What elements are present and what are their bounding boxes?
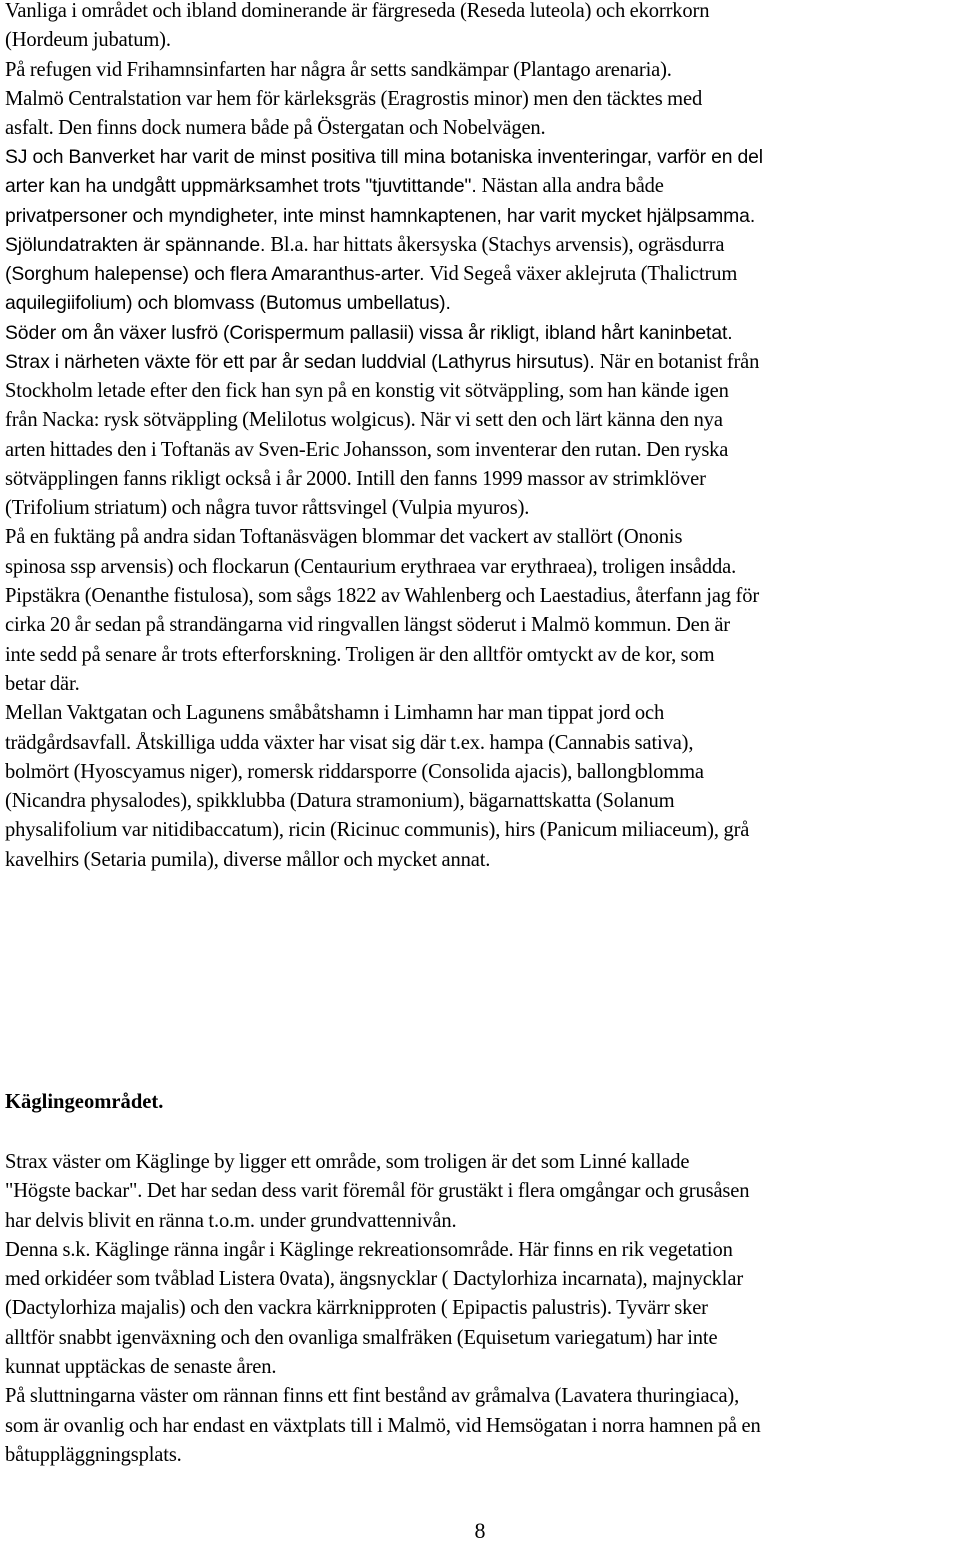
text-line bbox=[5, 114, 955, 143]
text-run: privatpersoner och myndigheter, inte minst hamnkaptenen, har varit mycket hjälpsamma. bbox=[5, 204, 756, 227]
text-run: (Nicandra physalodes), spikklubba (Datura stramonium), bägarnattskatta (Solanum bbox=[5, 790, 675, 813]
text-line bbox=[5, 1441, 955, 1470]
section-heading: Käglingeområdet. bbox=[5, 1091, 164, 1113]
text-line bbox=[5, 1412, 955, 1441]
paragraph-group-1 bbox=[5, 0, 957, 143]
text-run: physalifolium var nitidibaccatum), ricin (Ricinuc communis), hirs (Panicum miliaceum), grå bbox=[5, 819, 750, 842]
text-run: Söder om ån växer lusfrö (Corispermum pallasii) vissa år rikligt, ibland hårt kaninbetat. bbox=[5, 321, 733, 344]
text-run: På sluttningarna väster om rännan finns ett fint bestånd av gråmalva (Lavatera thuringiaca), bbox=[5, 1385, 740, 1408]
text-run: Bl.a. har hittats åkersyska (Stachys arvensis), ogräsdurra bbox=[270, 233, 725, 256]
text-run: "Högste backar". Det har sedan dess varit föremål för grustäkt i flera omgångar och grusåsen bbox=[5, 1180, 750, 1203]
text-run: arten hittades den i Toftanäs av Sven-Eric Johansson, som inventerar den rutan. Den ryska bbox=[5, 438, 729, 461]
text-run: Sjölundatrakten är spännande. bbox=[5, 233, 271, 256]
text-line bbox=[5, 1177, 955, 1206]
text-run: båtuppläggningsplats. bbox=[5, 1443, 182, 1466]
text-line bbox=[5, 1294, 955, 1323]
text-line bbox=[5, 553, 955, 582]
text-run: spinosa ssp arvensis) och flockarun (Centaurium erythraea var erythraea), troligen insådda. bbox=[5, 555, 737, 578]
text-run: med orkidéer som tvåblad Listera 0vata), ängsnycklar ( Dactylorhiza incarnata), majnycklar bbox=[5, 1268, 744, 1291]
text-line bbox=[5, 231, 955, 260]
text-run: arter kan ha undgått uppmärksamhet trots "tjuvtittande". bbox=[5, 175, 482, 198]
text-run: Pipstäkra (Oenanthe fistulosa), som sågs 1822 av Wahlenberg och Laestadius, återfann jag för bbox=[5, 585, 760, 608]
text-run: Vanliga i området och ibland dominerande är färgreseda (Reseda luteola) och ekorrkorn bbox=[5, 0, 710, 22]
text-run: har delvis blivit en ränna t.o.m. under grundvattennivån. bbox=[5, 1209, 457, 1232]
text-line bbox=[5, 699, 955, 728]
text-line bbox=[5, 670, 955, 699]
text-run: aquilegiifolium) och blomvass (Butomus umbellatus). bbox=[5, 292, 451, 315]
text-run: Nästan alla andra både bbox=[481, 175, 664, 198]
text-run: cirka 20 år sedan på strandängarna vid ringvallen längst söderut i Malmö kommun. Den är bbox=[5, 614, 731, 637]
text-run: trädgårdsavfall. Åtskilliga udda växter har visat sig där t.ex. hampa (Cannabis sativa), bbox=[5, 731, 694, 754]
text-line bbox=[5, 436, 955, 465]
text-run: från Nacka: rysk sötväppling (Melilotus wolgicus). När vi sett den och lärt känna den nya bbox=[5, 409, 723, 432]
text-line bbox=[5, 611, 955, 640]
text-run: SJ och Banverket har varit de minst positiva till mina botaniska inventeringar, varför en del bbox=[5, 146, 764, 168]
text-line bbox=[5, 377, 955, 406]
text-line bbox=[5, 582, 955, 611]
text-line bbox=[5, 319, 955, 348]
text-line bbox=[5, 846, 955, 875]
text-run: inte sedd på senare år trots efterforskning. Troligen är den alltför omtyckt av de kor, som bbox=[5, 643, 715, 666]
text-run: Denna s.k. Käglinge ränna ingår i Käglinge rekreationsområde. Här finns en rik vegetation bbox=[5, 1238, 733, 1261]
text-line bbox=[5, 289, 955, 318]
text-line bbox=[5, 1236, 955, 1265]
text-run: (Dactylorhiza majalis) och den vackra kärrknipproten ( Epipactis palustris). Tyvärr sker bbox=[5, 1297, 708, 1320]
text-line bbox=[5, 56, 955, 85]
text-line bbox=[5, 1324, 955, 1353]
paragraph-group-4 bbox=[5, 1148, 957, 1470]
text-run: Malmö Centralstation var hem för kärleksgräs (Eragrostis minor) men den täcktes med bbox=[5, 87, 703, 110]
text-line bbox=[5, 523, 955, 552]
text-run: På refugen vid Frihamnsinfarten har några år setts sandkämpar (Plantago arenaria). bbox=[5, 58, 672, 81]
text-line bbox=[5, 1207, 955, 1236]
text-line bbox=[5, 465, 955, 494]
text-run: bolmört (Hyoscyamus niger), romersk riddarsporre (Consolida ajacis), ballongblomma bbox=[5, 760, 704, 783]
text-line bbox=[5, 1265, 955, 1294]
text-line bbox=[5, 260, 955, 289]
text-run: (Hordeum jubatum). bbox=[5, 29, 171, 52]
text-line bbox=[5, 1148, 955, 1177]
text-line bbox=[5, 143, 955, 172]
text-run: alltför snabbt igenväxning och den ovanliga smalfräken (Equisetum variegatum) har inte bbox=[5, 1326, 718, 1349]
text-line bbox=[5, 85, 955, 114]
text-line bbox=[5, 641, 955, 670]
text-run: Mellan Vaktgatan och Lagunens småbåtshamn i Limhamn har man tippat jord och bbox=[5, 702, 665, 725]
text-line bbox=[5, 202, 955, 231]
text-run: som är ovanlig och har endast en växtplats till i Malmö, vid Hemsögatan i norra hamnen på en bbox=[5, 1414, 761, 1437]
text-line bbox=[5, 0, 955, 26]
text-line bbox=[5, 816, 955, 845]
text-line bbox=[5, 1382, 955, 1411]
text-line bbox=[5, 1353, 955, 1382]
paragraph-group-3 bbox=[5, 377, 957, 875]
text-run: kavelhirs (Setaria pumila), diverse mållor och mycket annat. bbox=[5, 848, 491, 871]
text-line bbox=[5, 494, 955, 523]
text-run: Vid Segeå växer aklejruta (Thalictrum bbox=[429, 263, 738, 286]
text-line bbox=[5, 348, 955, 377]
text-line bbox=[5, 758, 955, 787]
text-line bbox=[5, 729, 955, 758]
text-line bbox=[5, 172, 955, 201]
text-line bbox=[5, 787, 955, 816]
text-run: Strax väster om Käglinge by ligger ett område, som troligen är det som Linné kallade bbox=[5, 1151, 690, 1173]
text-run: (Trifolium striatum) och några tuvor råttsvingel (Vulpia myuros). bbox=[5, 497, 530, 520]
text-run: sötväpplingen fanns rikligt också i år 2000. Intill den fanns 1999 massor av strimklöver bbox=[5, 467, 706, 490]
text-line bbox=[5, 26, 955, 55]
text-run: kunnat upptäckas de senaste åren. bbox=[5, 1356, 277, 1379]
text-run: På en fuktäng på andra sidan Toftanäsvägen blommar det vackert av stallört (Ononis bbox=[5, 526, 683, 549]
text-run: Stockholm letade efter den fick han syn på en konstig vit sötväppling, som han kände igen bbox=[5, 380, 729, 402]
text-run: Strax i närheten växte för ett par år sedan luddvial (Lathyrus hirsutus). bbox=[5, 351, 600, 374]
text-run: asfalt. Den finns dock numera både på Östergatan och Nobelvägen. bbox=[5, 117, 546, 140]
page-number: 8 bbox=[474, 1518, 486, 1543]
text-run: När en botanist från bbox=[599, 351, 760, 374]
paragraph-group-2 bbox=[5, 143, 957, 377]
text-run: (Sorghum halepense) och flera Amaranthus-arter. bbox=[5, 263, 430, 286]
text-run: betar där. bbox=[5, 672, 80, 695]
text-line bbox=[5, 406, 955, 435]
